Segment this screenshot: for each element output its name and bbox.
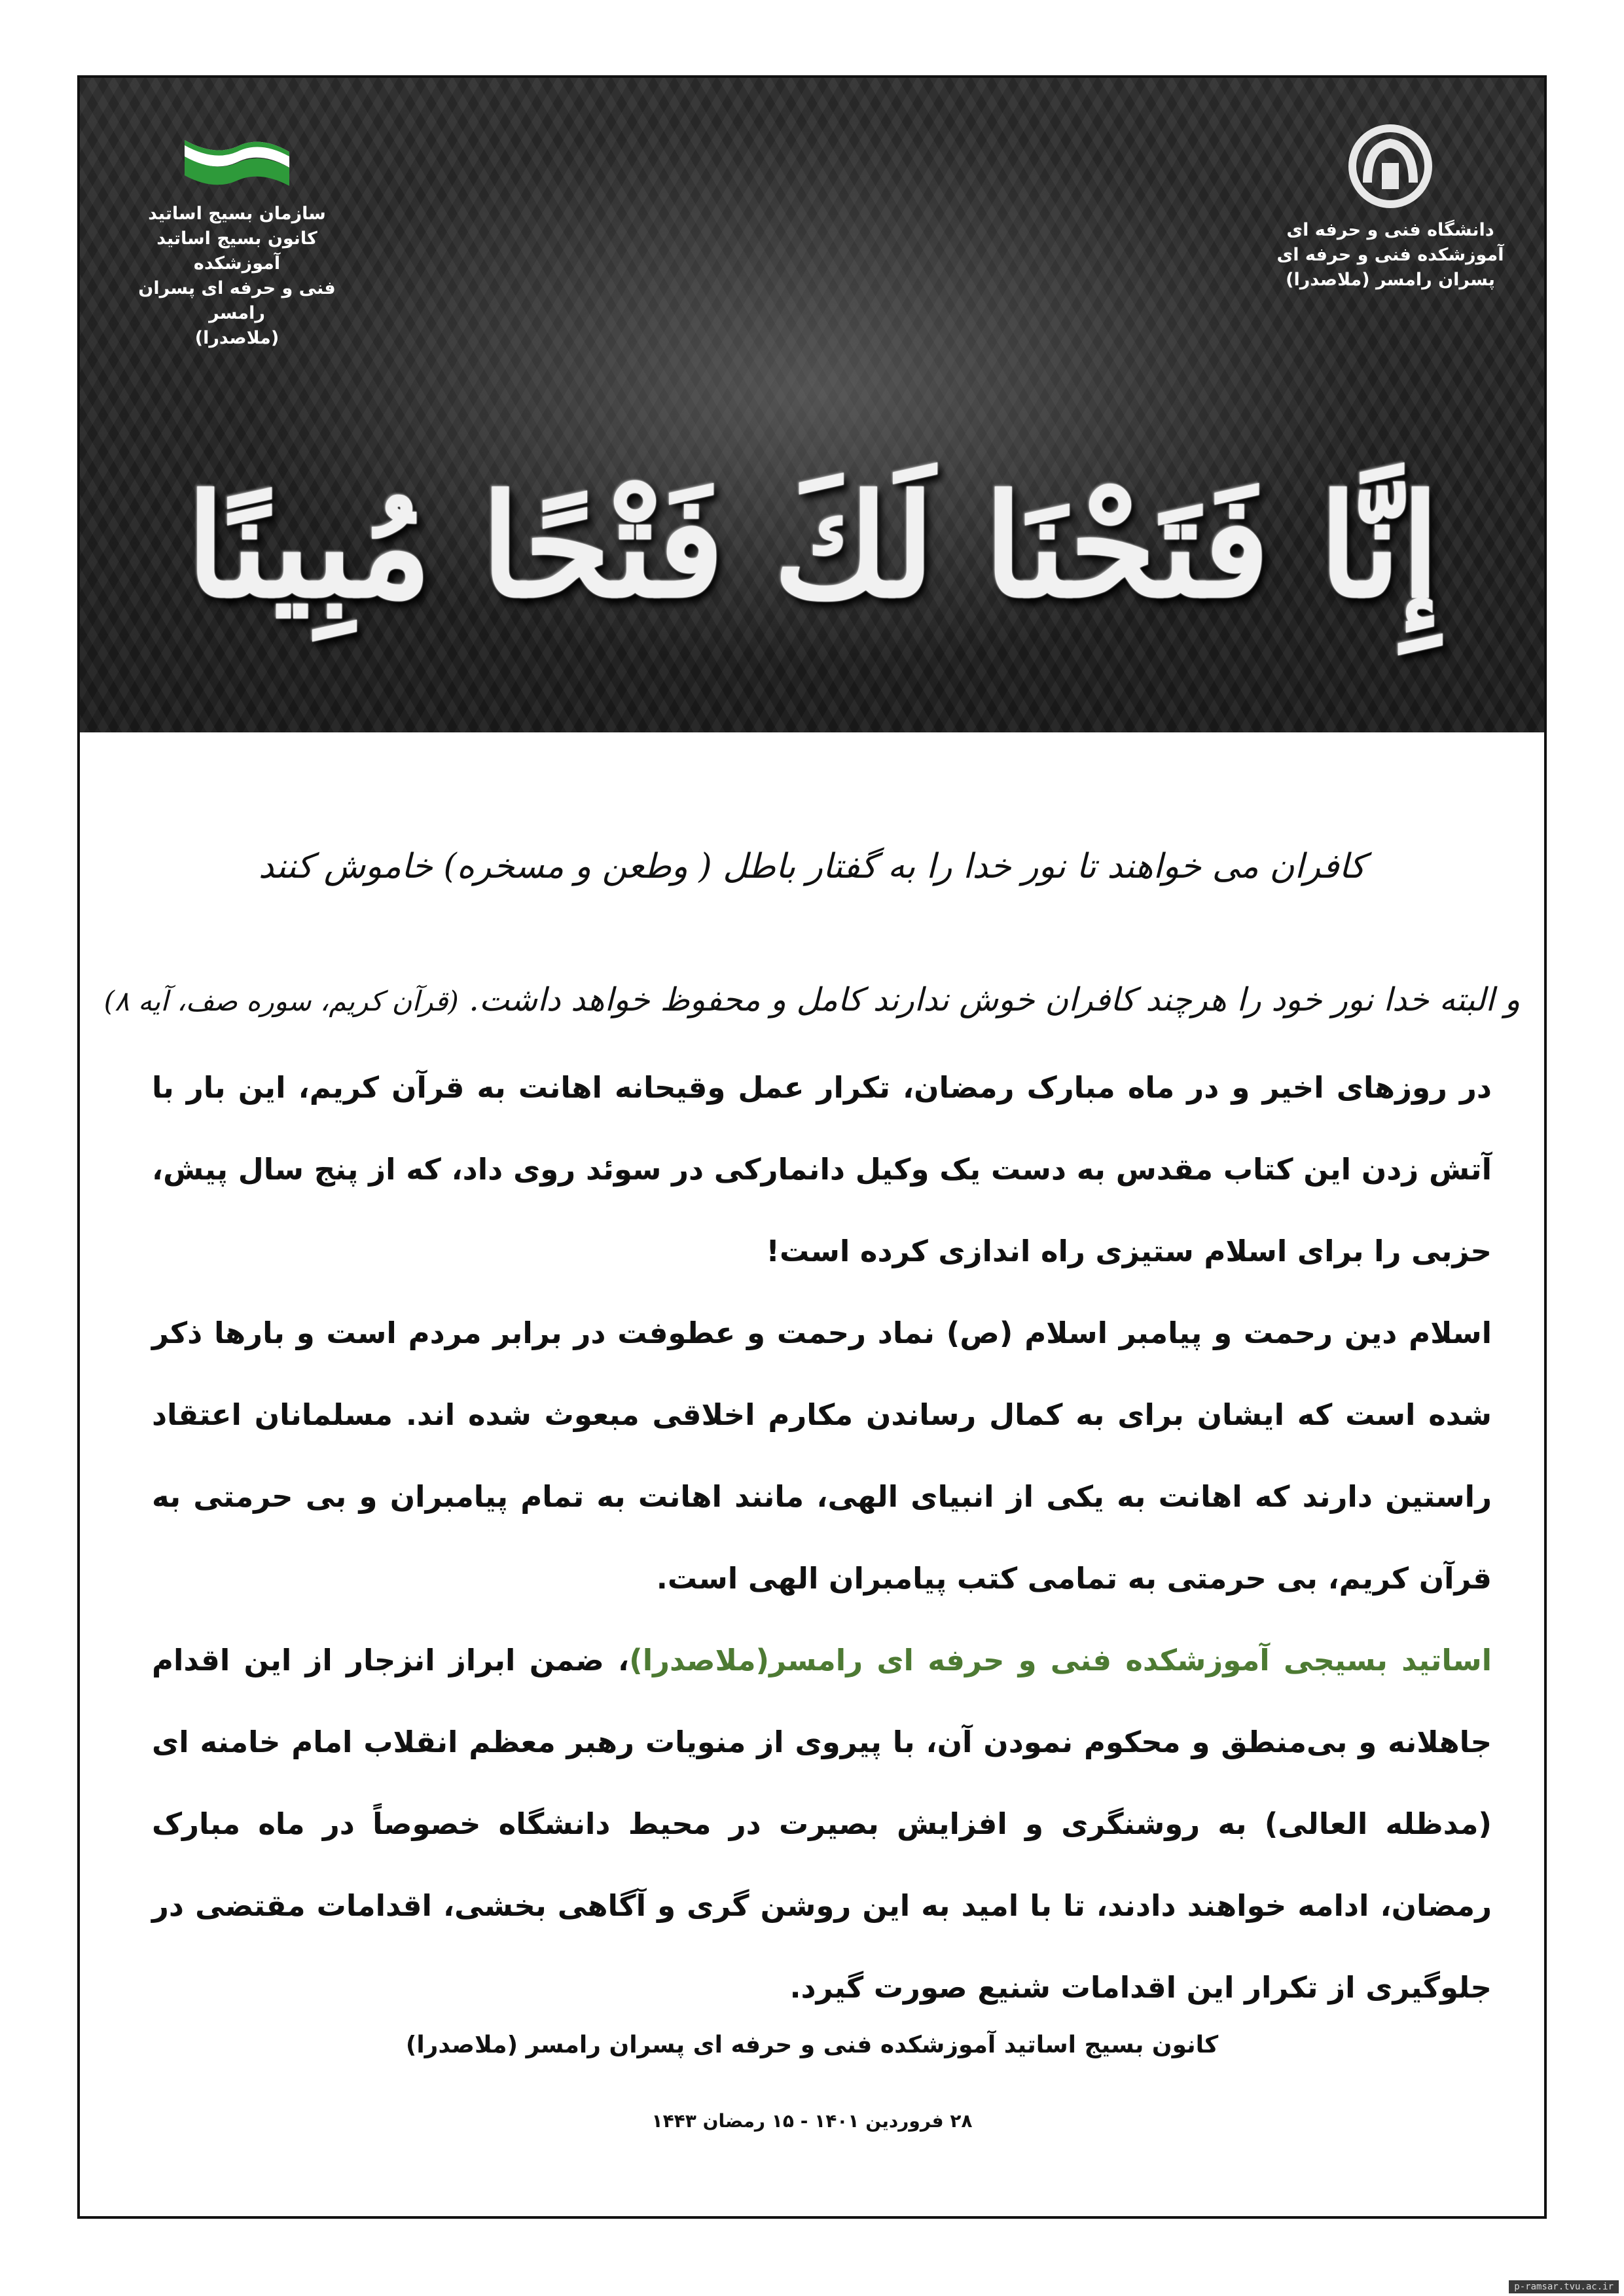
quran-quote-line-2-text: و البته خدا نور خود را هرچند کافران خوش ندارند کامل و محفوظ خواهد داشت. [469,981,1521,1018]
quran-citation: (قرآن کریم، سوره صف، آیه ۸) [103,985,459,1017]
university-caption-line-3: پسران رامسر (ملاصدرا) [1286,270,1495,290]
university-emblem-logo-icon [1341,117,1439,215]
page-frame [77,75,1547,2219]
paragraph-3-rest: ، ضمن ابراز انزجار از این اقدام جاهلانه و بی‌منطق و محکوم نمودن آن، با پیروی از منویات رهبر معظم انقلاب امام خامنه ای (مدظله العالی) به روشنگری و افزایش بصیرت در محیط دانشگاه خصوصاً در ماه مبارک رمضان، ادامه خواهند دادند، تا با امید به این روشن گری و آگاهی بخشی، اقدامات مقتضی در جلوگیری از تکرار این اقدامات شنیع صورت گیرد. [152,1643,1492,2005]
green-banner-logo-icon [175,120,299,199]
signature: کانون بسیج اساتید آموزشکده فنی و حرفه ای پسران رامسر (ملاصدرا) [405,2032,1219,2058]
date-line: ۲۸ فروردین ۱۴۰۱ - ۱۵ رمضان ۱۴۴۳ [651,2110,973,2132]
university-caption-line-2: آموزشکده فنی و حرفه ای [1276,245,1504,265]
paragraph-3-highlight: اساتید بسیجی آموزشکده فنی و حرفه ای رامسر(ملاصدرا) [629,1643,1492,1677]
website-tag: p-ramsar.tvu.ac.ir [1509,2280,1619,2293]
verse-calligraphy-text: إِنَّا فَتَحْنَا لَكَ فَتْحًا مُبِينًا [186,463,1440,629]
basij-caption-line-2: کانون بسیج اساتید آموزشکده [156,228,317,274]
paragraph-3 [152,1619,1492,2028]
paragraph-1: در روزهای اخیر و در ماه مبارک رمضان، تکرار عمل وقیحانه اهانت به قرآن کریم، این بار با آتش زدن این کتاب مقدس به دست یک وکیل دانمارکی در سوئد روی داد، که از پنج سال پیش، حزبی را برای اسلام ستیزی راه اندازی کرده است! [152,1070,1492,1268]
quran-quote-line-1: کافران می خواهند تا نور خدا را به گفتار باطل ( وطعن و مسخره) خاموش کنند [258,847,1366,886]
basij-caption-line-4: (ملاصدرا) [194,328,280,348]
verse-calligraphy [186,418,1440,673]
paragraph-2: اسلام دین رحمت و پیامبر اسلام (ص) نماد رحمت و عطوفت در برابر مردم است و بارها ذکر شده است که ایشان برای به کمال رساندن مکارم اخلاقی مبعوث شده اند. مسلمانان اعتقاد راستین دارند که اهانت به یکی از انبیای الهی، مانند اهانت به تمام پیامبران و بی حرمتی به قرآن کریم، بی حرمتی به تمامی کتب پیامبران الهی است. [152,1316,1492,1596]
university-logo-block [1266,117,1515,293]
university-caption-line-1: دانشگاه فنی و حرفه ای [1286,220,1494,240]
basij-logo-block [119,120,355,351]
quran-quote-line-2 [80,981,1544,1018]
header-banner [80,78,1544,732]
basij-caption-line-1: سازمان بسیج اساتید [148,204,326,224]
statement-paragraphs [152,1047,1492,2028]
basij-caption-line-3: فنی و حرفه ای پسران رامسر [138,278,336,323]
